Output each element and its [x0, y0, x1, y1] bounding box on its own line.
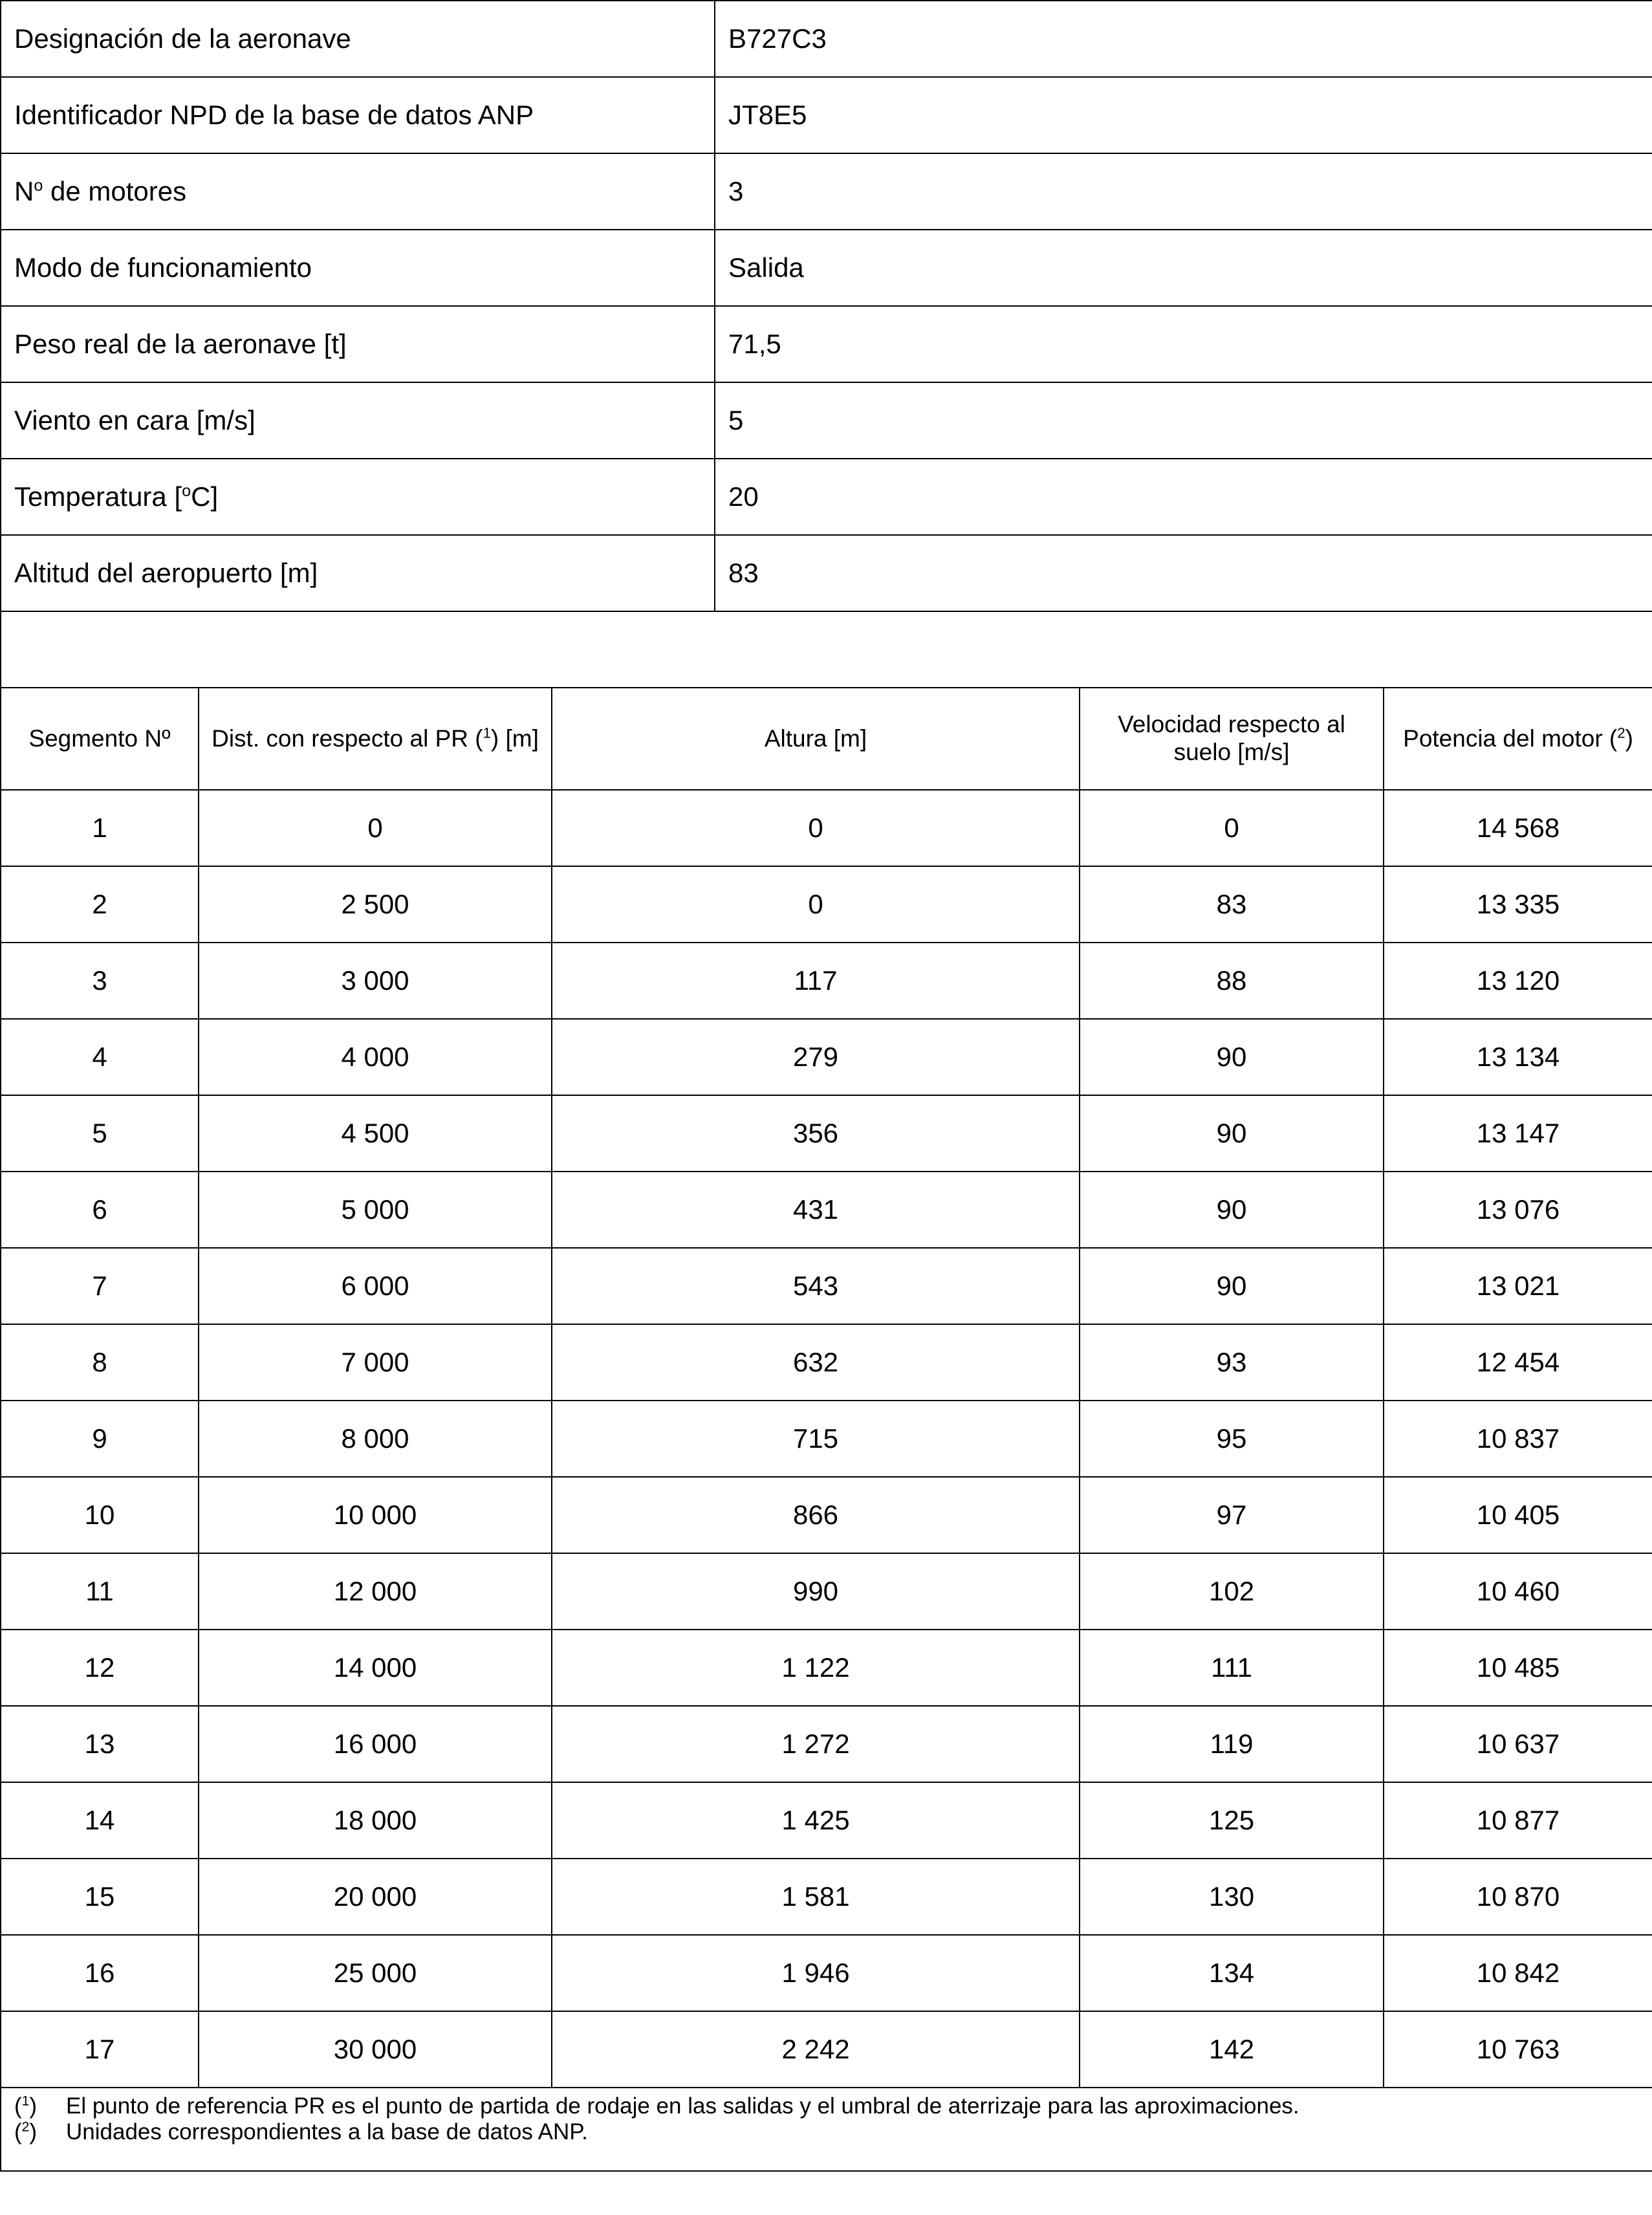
header-distance: [199, 688, 552, 790]
cell-height: 279: [552, 1019, 1080, 1095]
info-label-text: Altitud del aeropuerto [m]: [14, 557, 318, 588]
cell-distance: 14 000: [199, 1630, 552, 1706]
cell-power: 14 568: [1384, 790, 1652, 866]
cell-distance: 5 000: [199, 1172, 552, 1248]
cell-speed: 88: [1080, 943, 1384, 1019]
footnote-open: (: [14, 2093, 22, 2119]
cell-power: 10 763: [1384, 2011, 1652, 2088]
footnotes-row: [1, 2088, 1652, 2171]
cell-segment: 5: [1, 1095, 199, 1172]
cell-speed: 90: [1080, 1248, 1384, 1324]
cell-power: 13 120: [1384, 943, 1652, 1019]
cell-distance: 25 000: [199, 1935, 552, 2011]
cell-segment: 17: [1, 2011, 199, 2088]
cell-power: 13 147: [1384, 1095, 1652, 1172]
info-label-text: Identificador NPD de la base de datos ANP: [14, 99, 534, 130]
cell-height: 1 581: [552, 1859, 1080, 1935]
table-row: [1, 1324, 1652, 1401]
cell-distance: 7 000: [199, 1324, 552, 1401]
info-label: [1, 306, 715, 382]
table-row: [1, 1095, 1652, 1172]
cell-power: 10 870: [1384, 1859, 1652, 1935]
info-label: [1, 459, 715, 535]
cell-power: 13 076: [1384, 1172, 1652, 1248]
cell-distance: 3 000: [199, 943, 552, 1019]
column-header-row: [1, 688, 1652, 790]
cell-distance: 4 000: [199, 1019, 552, 1095]
footnote-close: ): [29, 2119, 37, 2145]
table-row: [1, 1019, 1652, 1095]
cell-height: 1 272: [552, 1706, 1080, 1782]
header-distance-tail: ) [m]: [490, 725, 539, 752]
header-power-sup: 2: [1617, 725, 1625, 741]
cell-height: 1 946: [552, 1935, 1080, 2011]
cell-speed: 95: [1080, 1401, 1384, 1477]
header-power-text: Potencia del motor (: [1403, 725, 1618, 752]
info-label-text: Temperatura [: [14, 481, 182, 512]
table-row: [1, 943, 1652, 1019]
header-distance-text: Dist. con respecto al PR (: [212, 725, 483, 752]
info-label-sup: o: [34, 176, 43, 195]
header-power: [1384, 688, 1652, 790]
cell-speed: 102: [1080, 1553, 1384, 1630]
cell-power: 10 460: [1384, 1553, 1652, 1630]
info-label-text: Viento en cara [m/s]: [14, 404, 255, 435]
cell-height: 0: [552, 866, 1080, 943]
cell-segment: 10: [1, 1477, 199, 1553]
table-row: [1, 866, 1652, 943]
header-distance-sup: 1: [483, 725, 491, 741]
table-row: [1, 1553, 1652, 1630]
cell-speed: 93: [1080, 1324, 1384, 1401]
cell-distance: 18 000: [199, 1782, 552, 1859]
cell-height: 2 242: [552, 2011, 1080, 2088]
cell-segment: 9: [1, 1401, 199, 1477]
info-value: 71,5: [715, 306, 1652, 382]
cell-power: 10 637: [1384, 1706, 1652, 1782]
cell-height: 715: [552, 1401, 1080, 1477]
info-label: [1, 535, 715, 611]
cell-segment: 3: [1, 943, 199, 1019]
cell-speed: 111: [1080, 1630, 1384, 1706]
cell-height: 1 425: [552, 1782, 1080, 1859]
cell-power: 10 485: [1384, 1630, 1652, 1706]
info-label-text: N: [14, 175, 34, 206]
cell-speed: 97: [1080, 1477, 1384, 1553]
cell-segment: 2: [1, 866, 199, 943]
info-value: Salida: [715, 230, 1652, 306]
table-row: [1, 1630, 1652, 1706]
footnote-open: (: [14, 2119, 22, 2145]
cell-power: 13 021: [1384, 1248, 1652, 1324]
spacer-cell: [1, 611, 1652, 688]
cell-distance: 8 000: [199, 1401, 552, 1477]
cell-power: 10 877: [1384, 1782, 1652, 1859]
cell-speed: 119: [1080, 1706, 1384, 1782]
cell-speed: 90: [1080, 1172, 1384, 1248]
cell-speed: 134: [1080, 1935, 1384, 2011]
info-value: 5: [715, 382, 1652, 459]
cell-power: 13 134: [1384, 1019, 1652, 1095]
info-label: [1, 382, 715, 459]
info-label: [1, 1, 715, 77]
footnote-text: El punto de referencia PR es el punto de partida de rodaje en las salidas y el umbral de aterrizaje para las aproximaciones.: [66, 2093, 1299, 2119]
cell-speed: 83: [1080, 866, 1384, 943]
table-row: [1, 1477, 1652, 1553]
table-row: [1, 790, 1652, 866]
cell-segment: 16: [1, 1935, 199, 2011]
cell-distance: 20 000: [199, 1859, 552, 1935]
cell-height: 543: [552, 1248, 1080, 1324]
info-value: JT8E5: [715, 77, 1652, 153]
cell-segment: 11: [1, 1553, 199, 1630]
footnote-text: Unidades correspondientes a la base de datos ANP.: [66, 2119, 588, 2145]
spacer-row: [1, 611, 1652, 688]
cell-segment: 6: [1, 1172, 199, 1248]
cell-height: 0: [552, 790, 1080, 866]
footnote-marker: [14, 2093, 66, 2119]
cell-speed: 125: [1080, 1782, 1384, 1859]
cell-segment: 12: [1, 1630, 199, 1706]
cell-segment: 15: [1, 1859, 199, 1935]
table-row: [1, 1172, 1652, 1248]
cell-speed: 90: [1080, 1095, 1384, 1172]
header-height: Altura [m]: [552, 688, 1080, 790]
cell-power: 13 335: [1384, 866, 1652, 943]
cell-distance: 30 000: [199, 2011, 552, 2088]
info-label-tail: de motores: [43, 175, 187, 206]
info-value: B727C3: [715, 1, 1652, 77]
footnote-number: 2: [21, 2119, 30, 2135]
cell-segment: 1: [1, 790, 199, 866]
footnotes-cell: [1, 2088, 1652, 2171]
cell-power: 10 405: [1384, 1477, 1652, 1553]
cell-segment: 7: [1, 1248, 199, 1324]
header-power-tail: ): [1625, 725, 1633, 752]
footnote-number: 1: [21, 2093, 30, 2109]
info-label-text: Peso real de la aeronave [t]: [14, 328, 347, 359]
cell-power: 10 842: [1384, 1935, 1652, 2011]
info-row: [1, 230, 1652, 306]
table-row: [1, 1401, 1652, 1477]
table-row: [1, 1935, 1652, 2011]
cell-height: 866: [552, 1477, 1080, 1553]
info-row: [1, 535, 1652, 611]
info-value: 20: [715, 459, 1652, 535]
header-speed: Velocidad respecto al suelo [m/s]: [1080, 688, 1384, 790]
footnote: [14, 2093, 1644, 2119]
info-value: 83: [715, 535, 1652, 611]
info-row: [1, 382, 1652, 459]
cell-distance: 10 000: [199, 1477, 552, 1553]
cell-distance: 12 000: [199, 1553, 552, 1630]
cell-distance: 0: [199, 790, 552, 866]
table-row: [1, 1248, 1652, 1324]
cell-segment: 13: [1, 1706, 199, 1782]
info-row: [1, 306, 1652, 382]
cell-power: 12 454: [1384, 1324, 1652, 1401]
info-label-sup: o: [182, 481, 191, 500]
cell-segment: 14: [1, 1782, 199, 1859]
cell-power: 10 837: [1384, 1401, 1652, 1477]
info-label-text: Modo de funcionamiento: [14, 252, 312, 283]
info-label-text: Designación de la aeronave: [14, 23, 351, 54]
info-row: [1, 459, 1652, 535]
table-row: [1, 1859, 1652, 1935]
cell-distance: 2 500: [199, 866, 552, 943]
info-label: [1, 77, 715, 153]
cell-height: 117: [552, 943, 1080, 1019]
cell-speed: 90: [1080, 1019, 1384, 1095]
cell-height: 356: [552, 1095, 1080, 1172]
header-segment: Segmento Nº: [1, 688, 199, 790]
cell-distance: 6 000: [199, 1248, 552, 1324]
footnote: [14, 2119, 1644, 2145]
info-label-tail: C]: [191, 481, 219, 512]
info-row: [1, 1, 1652, 77]
cell-distance: 4 500: [199, 1095, 552, 1172]
info-value: 3: [715, 153, 1652, 230]
info-row: [1, 77, 1652, 153]
cell-distance: 16 000: [199, 1706, 552, 1782]
cell-segment: 8: [1, 1324, 199, 1401]
table-row: [1, 2011, 1652, 2088]
footnote-marker: [14, 2119, 66, 2145]
cell-height: 1 122: [552, 1630, 1080, 1706]
info-label: [1, 230, 715, 306]
cell-speed: 0: [1080, 790, 1384, 866]
info-row: [1, 153, 1652, 230]
info-label: [1, 153, 715, 230]
cell-speed: 130: [1080, 1859, 1384, 1935]
cell-segment: 4: [1, 1019, 199, 1095]
table-row: [1, 1706, 1652, 1782]
cell-speed: 142: [1080, 2011, 1384, 2088]
footnote-close: ): [29, 2093, 37, 2119]
table-row: [1, 1782, 1652, 1859]
cell-height: 632: [552, 1324, 1080, 1401]
cell-height: 990: [552, 1553, 1080, 1630]
cell-height: 431: [552, 1172, 1080, 1248]
